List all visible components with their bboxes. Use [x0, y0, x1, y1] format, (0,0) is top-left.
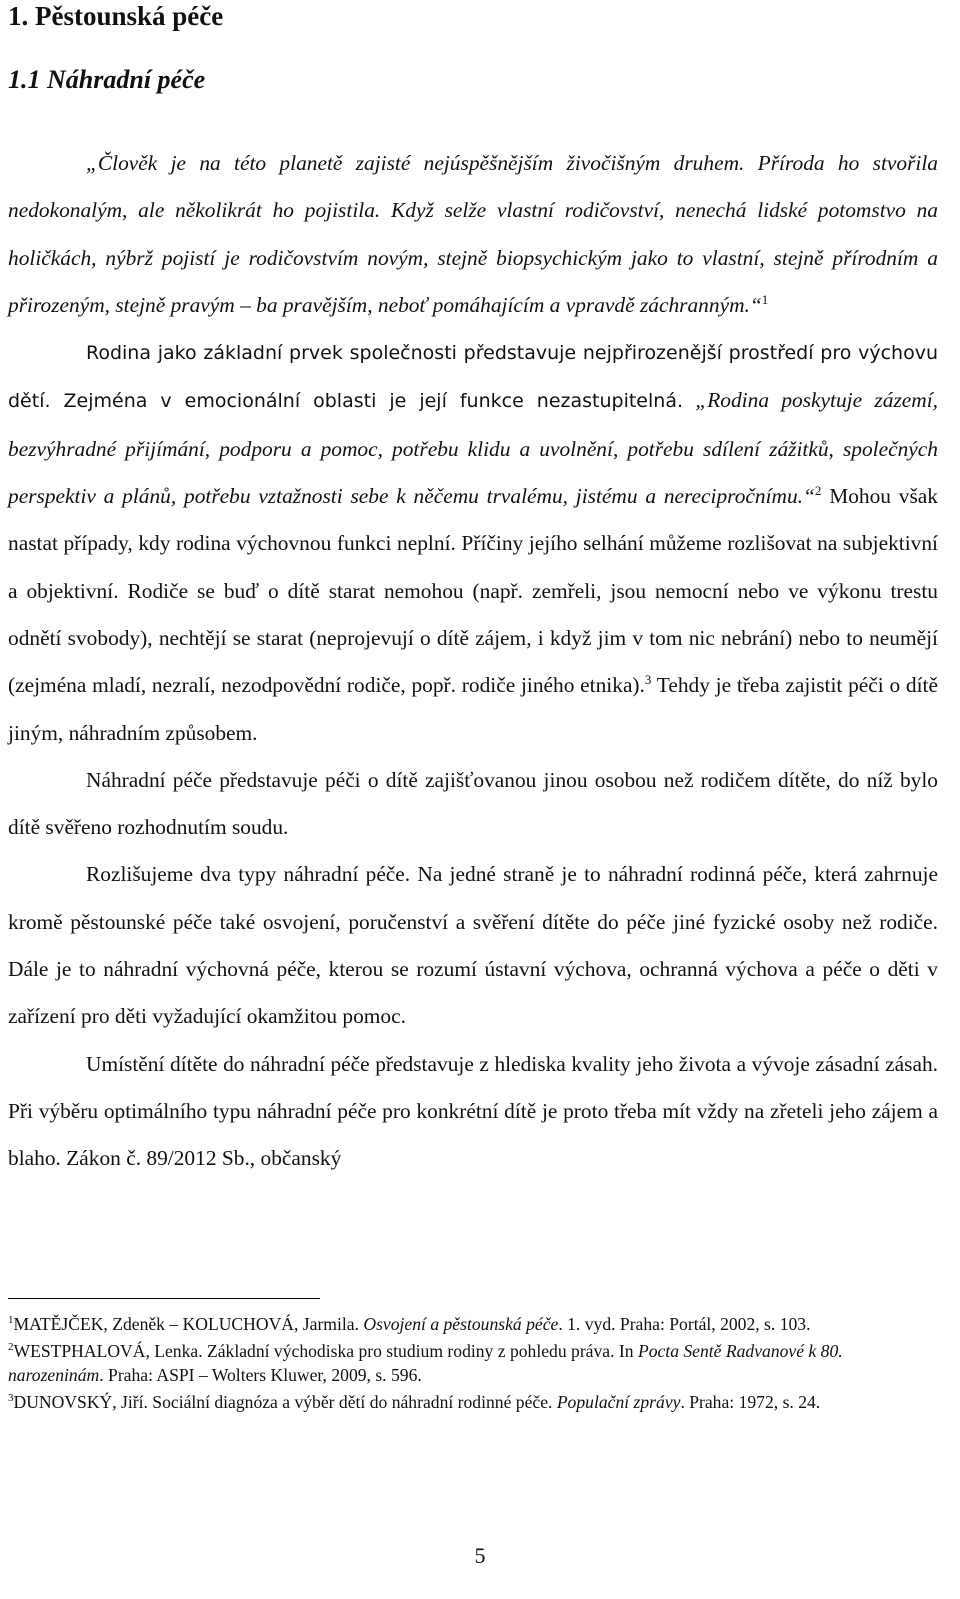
- footnote-text: . 1. vyd. Praha: Portál, 2002, s. 103.: [558, 1314, 811, 1334]
- footnote-1: [8, 1312, 928, 1337]
- footnote-ref-3[interactable]: 3: [644, 672, 652, 688]
- footnote-number: 1: [8, 1314, 14, 1327]
- paragraph-4: Rozlišujeme dva typy náhradní péče. Na jedné straně je to náhradní rodinná péče, která zahrnuje kromě pěstounské péče také osvojení, poručenství a svěření dítěte do péče jiné fyzické osoby než rodiče. Dále je to náhradní výchovná péče, kterou se rozumí ústavní výchova, ochranná výchova a péče o děti v zařízení pro děti vyžadující okamžitou pomoc.: [8, 862, 938, 1029]
- footnote-title: Pocta Sentě Radvanové k 80. narozeninám: [8, 1340, 843, 1385]
- paragraph-5: Umístění dítěte do náhradní péče představuje z hlediska kvality jeho života a vývoje zásadní zásah. Při výběru optimálního typu náhradní péče pro konkrétní dítě je proto třeba mít vždy na zřeteli jeho zájem a blaho. Zákon č. 89/2012 Sb., občanský: [8, 1051, 938, 1171]
- section-heading: 1.1 Náhradní péče: [8, 65, 206, 94]
- page-number: 5: [474, 1543, 486, 1568]
- body-text: [8, 140, 938, 1183]
- footnote-ref-1[interactable]: 1: [761, 291, 769, 307]
- quote-2: „Rodina poskytuje zázemí, bezvýhradné přijímání, podporu a pomoc, potřebu klidu a uvolnění, potřebu sdílení zážitků, společných perspektiv a plánů, potřebu vztažnosti sebe k něčemu trvalému, jistému a nerecipročnímu.“: [8, 388, 939, 509]
- footnote-2: [8, 1339, 928, 1388]
- paragraph-2-end: Tehdy je třeba zajistit péči o dítě jiným, náhradním způsobem.: [8, 673, 938, 745]
- footnote-3: [8, 1390, 928, 1415]
- footnote-text: . Praha: 1972, s. 24.: [680, 1391, 821, 1412]
- footnotes: [8, 1312, 928, 1416]
- quote-1: „Člověk je na této planetě zajisté nejúspěšnějším živočišným druhem. Příroda ho stvořila nedokonalým, ale několikrát ho pojistila. Když selže vlastní rodičovství, nenechá lidské potomstvo na holičkách, nýbrž pojistí je rodičovstvím novým, stejně biopsychickým jako to vlastní, stejně přírodním a přirozeným, stejně pravým – ba pravějším, neboť pomáhajícím a vpravdě záchranným.“: [8, 151, 938, 317]
- footnote-title: Osvojení a pěstounská péče: [363, 1314, 559, 1334]
- footnote-title: Populační zprávy: [556, 1391, 681, 1412]
- footnote-text: DUNOVSKÝ, Jiří. Sociální diagnóza a výběr dětí do náhradní rodinné péče.: [13, 1391, 557, 1412]
- paragraph-1: [8, 140, 938, 329]
- footnote-divider: [8, 1298, 320, 1299]
- paragraph-3: Náhradní péče představuje péči o dítě zajišťovanou jinou osobou než rodičem dítěte, do níž bylo dítě svěřeno rozhodnutím soudu.: [8, 767, 938, 840]
- footnote-number: 2: [8, 1340, 14, 1353]
- paragraph-2: [8, 329, 938, 757]
- footnote-text: MATĚJČEK, Zdeněk – KOLUCHOVÁ, Jarmila.: [13, 1314, 364, 1334]
- paragraph-2-body: Mohou však nastat případy, kdy rodina výchovnou funkci neplní. Příčiny jejího selhání můžeme rozlišovat na subjektivní a objektivní. Rodiče se buď o dítě starat nemohou (např. zemřeli, jsou nemocní nebo ve výkonu trestu odnětí svobody), nechtějí se starat (neprojevují o dítě zájem, i když jim v tom nic nebrání) nebo to neumějí (zejména mladí, nezralí, nezodpovědní rodiče, popř. rodiče jiného etnika).: [8, 484, 938, 698]
- footnote-ref-2[interactable]: 2: [814, 482, 822, 498]
- paragraph-2-intro: Rodina jako základní prvek společnosti představuje nejpřirozenější prostředí pro výchovu dětí. Zejména v emocionální oblasti je její funkce nezastupitelná.: [8, 342, 938, 413]
- footnote-number: 3: [8, 1391, 14, 1404]
- footnote-text: WESTPHALOVÁ, Lenka. Základní východiska pro studium rodiny z pohledu práva. In: [13, 1340, 638, 1361]
- footnote-text: . Praha: ASPI – Wolters Kluwer, 2009, s. 596.: [99, 1365, 422, 1385]
- chapter-heading: 1. Pěstounská péče: [8, 1, 224, 31]
